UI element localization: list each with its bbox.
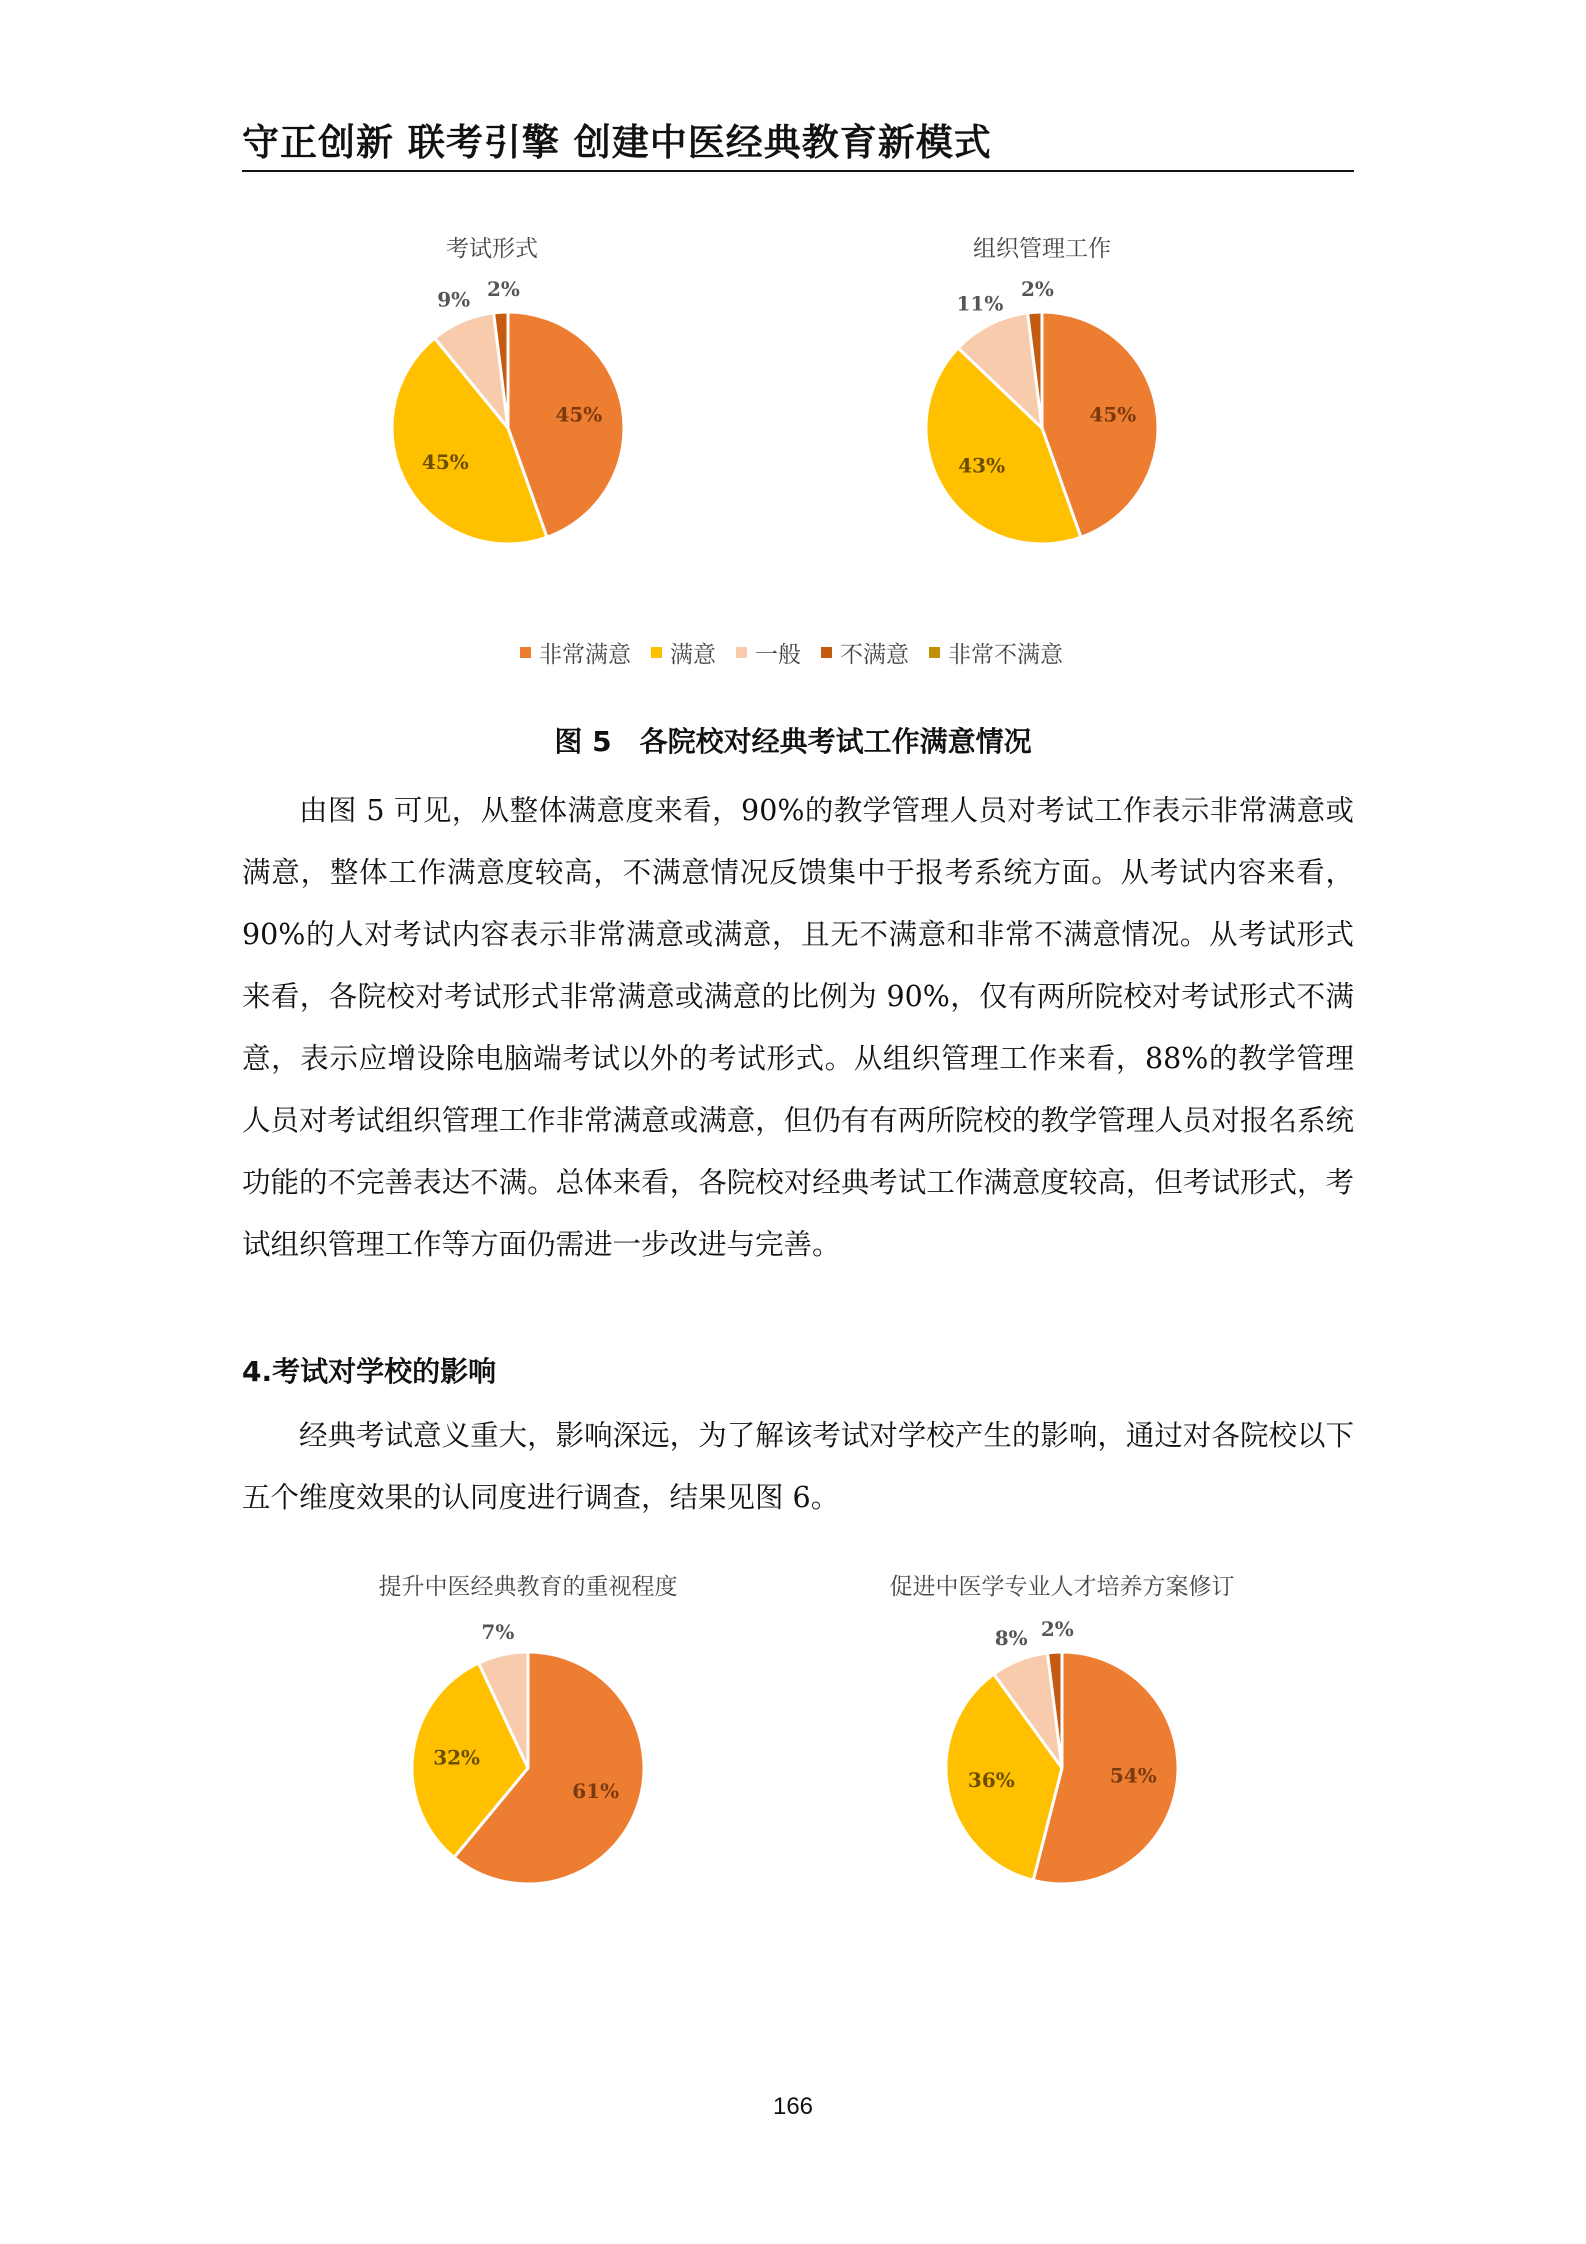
legend-item xyxy=(736,636,801,669)
chart-title: 组织管理工作 xyxy=(973,236,1111,262)
legend-label: 非常满意 xyxy=(539,642,631,668)
header-rule xyxy=(242,170,1354,172)
legend-item xyxy=(821,636,909,669)
figure-caption: 图 5 各院校对经典考试工作满意情况 xyxy=(554,725,1032,758)
legend-label: 不满意 xyxy=(840,642,909,668)
legend-label: 一般 xyxy=(755,642,801,668)
legend-label: 非常不满意 xyxy=(948,642,1063,668)
pie-data-label: 36% xyxy=(967,1767,1015,1792)
chart-legend xyxy=(520,636,1063,669)
header-title: 守正创新 联考引擎 创建中医经典教育新模式 xyxy=(242,121,992,164)
pie-data-label: 9% xyxy=(437,287,471,312)
legend-swatch xyxy=(821,647,832,658)
pie-chart-organization-management xyxy=(926,276,1158,544)
chart-title: 考试形式 xyxy=(446,236,538,262)
pie-data-label: 61% xyxy=(572,1778,620,1803)
pie-data-label: 45% xyxy=(555,402,603,427)
legend-swatch xyxy=(736,647,747,658)
legend-item xyxy=(929,636,1063,669)
pie-data-label: 7% xyxy=(481,1619,515,1644)
legend-item xyxy=(520,636,631,669)
legend-label: 满意 xyxy=(670,642,716,668)
chart-title: 促进中医学专业人才培养方案修订 xyxy=(889,1574,1235,1600)
pie-data-label: 2% xyxy=(1020,276,1054,301)
pie-data-label: 54% xyxy=(1109,1763,1157,1788)
body-paragraph: 经典考试意义重大，影响深远，为了解该考试对学校产生的影响，通过对各院校以下五个维度效果的认同度进行调查，结果见图 6。 xyxy=(242,1419,1354,1514)
body-paragraph: 由图 5 可见，从整体满意度来看，90%的教学管理人员对考试工作表示非常满意或满意，整体工作满意度较高，不满意情况反馈集中于报考系统方面。从考试内容来看，90%的人对考试内容表示非常满意或满意，且无不满意和非常不满意情况。从考试形式来看，各院校对考试形式非常满意或满意的比例为 90%，仅有两所院校对考试形式不满意，表示应增设除电脑端考试以外的考试形式。从组织管理工作来看，88%的教学管理人员对考试组织管理工作非常满意或满意，但仍有有两所院校的教学管理人员对报名系统功能的不完善表达不满。总体来看，各院校对经典考试工作满意度较高，但考试形式，考试组织管理工作等方面仍需进一步改进与完善。 xyxy=(242,794,1354,1261)
pie-data-label: 32% xyxy=(433,1745,481,1770)
pie-chart-tcm-classic-emphasis xyxy=(412,1619,644,1884)
pie-data-label: 11% xyxy=(956,291,1004,316)
legend-swatch xyxy=(929,647,940,658)
pie-data-label: 45% xyxy=(1089,402,1137,427)
pie-chart-exam-format xyxy=(392,276,624,544)
pie-data-label: 43% xyxy=(958,453,1006,478)
legend-swatch xyxy=(520,647,531,658)
pie-chart-training-plan-revision xyxy=(946,1616,1178,1884)
legend-item xyxy=(651,636,716,669)
pie-data-label: 8% xyxy=(994,1626,1028,1651)
chart-title: 提升中医经典教育的重视程度 xyxy=(378,1574,678,1600)
section-heading: 4.考试对学校的影响 xyxy=(242,1355,497,1388)
pie-data-label: 45% xyxy=(421,449,469,474)
page-number: 166 xyxy=(772,2093,814,2120)
pie-data-label: 2% xyxy=(486,276,520,301)
pie-data-label: 2% xyxy=(1040,1616,1074,1641)
legend-swatch xyxy=(651,647,662,658)
